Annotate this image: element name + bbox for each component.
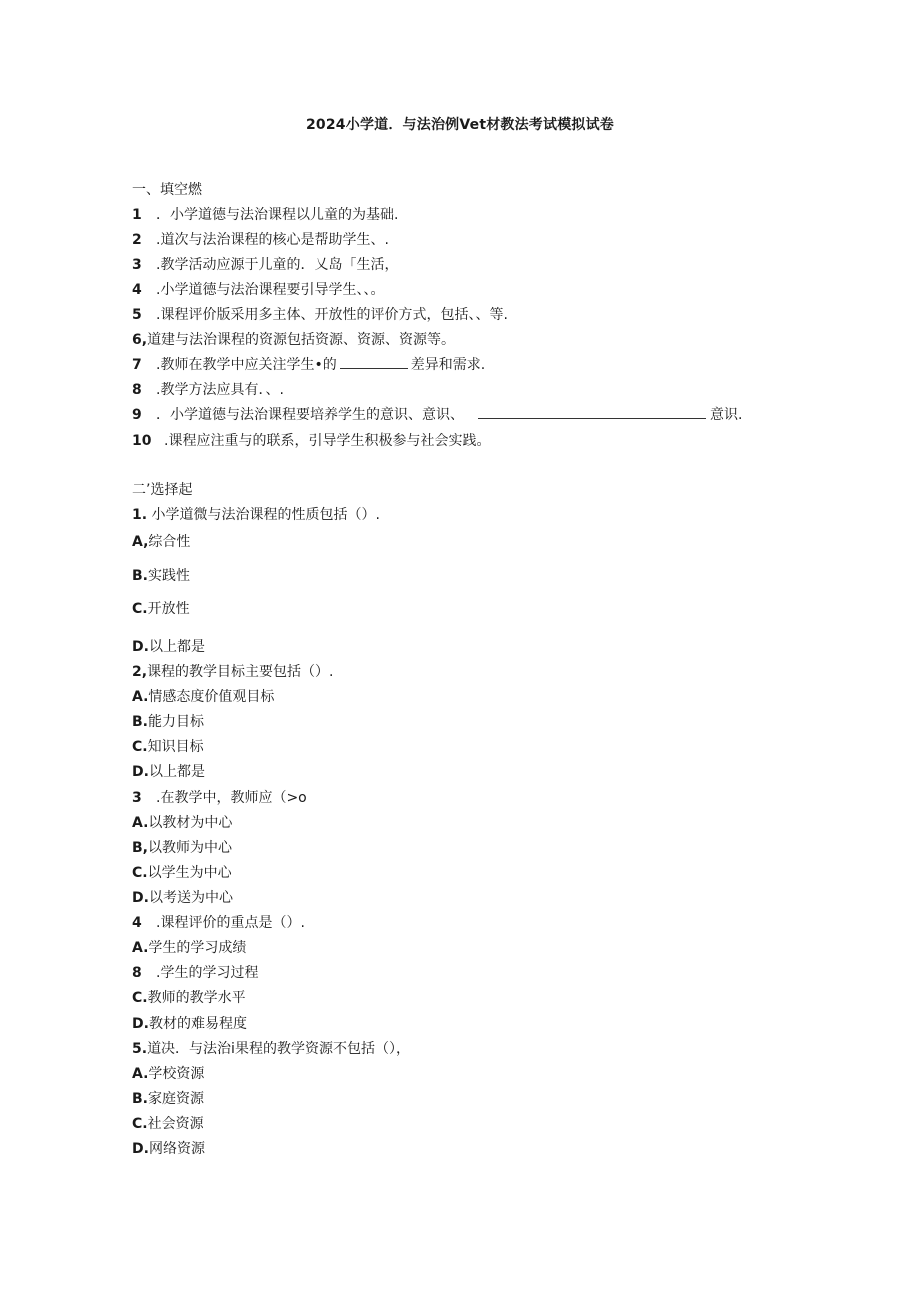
- option-label: C.: [132, 990, 148, 1006]
- option-text: 综合性: [148, 534, 191, 550]
- question-number: 2,: [132, 664, 148, 680]
- question-number: 7: [132, 357, 142, 373]
- question-text: .道次与法治课程的核心是帮助学生、.: [156, 232, 389, 248]
- option-label: C.: [132, 865, 148, 881]
- option-line: [132, 1090, 204, 1108]
- option-label: D.: [132, 764, 149, 780]
- option-text: 以上都是: [148, 764, 205, 780]
- option-text: .学生的学习过程: [156, 965, 259, 981]
- question-number: 5: [132, 307, 142, 323]
- option-text: 情感态度价值观目标: [148, 689, 275, 705]
- option-label: A,: [132, 534, 149, 550]
- question-text-after: 意识.: [710, 407, 743, 423]
- option-label: A.: [132, 940, 149, 956]
- question-number: 9: [132, 407, 142, 423]
- option-label: B.: [132, 714, 148, 730]
- question-number: 5.: [132, 1041, 148, 1057]
- question-number: 4: [132, 915, 142, 931]
- option-label: A.: [132, 815, 149, 831]
- question-line: [132, 789, 307, 807]
- option-line: [132, 688, 274, 706]
- option-label: A.: [132, 1066, 149, 1082]
- option-line: [132, 738, 204, 756]
- option-label: B.: [132, 1091, 148, 1107]
- option-text: 家庭资源: [148, 1091, 204, 1107]
- option-line: [132, 1140, 205, 1158]
- question-line: [132, 406, 742, 424]
- option-line: [132, 567, 190, 585]
- option-text: 知识目标: [147, 739, 204, 755]
- option-label: D.: [132, 890, 149, 906]
- option-label: D.: [132, 639, 149, 655]
- question-line: [132, 663, 334, 681]
- option-label: D.: [132, 1141, 149, 1157]
- section-heading-choice: 二’选择起: [132, 482, 193, 498]
- question-number: 6,: [132, 332, 148, 348]
- option-line: [132, 889, 233, 907]
- question-line: [132, 206, 398, 224]
- question-line: [132, 231, 389, 249]
- option-line: [132, 600, 190, 618]
- document-title: 2024小学道．与法治例Vet材教法考试模拟试卷: [305, 117, 615, 133]
- question-number: 8: [132, 382, 142, 398]
- option-text: 学校资源: [148, 1066, 205, 1082]
- question-line: [132, 914, 305, 932]
- option-label: B,: [132, 840, 148, 856]
- question-line: [132, 331, 455, 349]
- question-number: 1.: [132, 507, 148, 523]
- option-label: D.: [132, 1016, 149, 1032]
- question-number: 10: [132, 433, 152, 449]
- option-text: 能力目标: [148, 714, 204, 730]
- question-text: 课程的教学目标主要包括（）.: [147, 664, 334, 680]
- option-label: C.: [132, 601, 148, 617]
- option-text: 以学生为中心: [147, 865, 232, 881]
- option-text: 网络资源: [148, 1141, 205, 1157]
- answer-blank: [340, 356, 408, 369]
- option-line: [132, 964, 258, 982]
- question-text-after: 差异和需求.: [410, 357, 486, 373]
- option-label: 8: [132, 965, 142, 981]
- option-line: [132, 839, 232, 857]
- question-line: [132, 356, 485, 374]
- question-text: ．小学道德与法治课程以儿童的为基础.: [156, 207, 399, 223]
- question-line: [132, 432, 490, 450]
- question-number: 3: [132, 257, 142, 273]
- question-text: .教学方法应具有．、.: [156, 382, 284, 398]
- option-text: 开放性: [147, 601, 190, 617]
- question-text: .课程评价版采用多主体、开放性的评价方式，包括、、等.: [156, 307, 508, 323]
- option-line: [132, 939, 246, 957]
- option-line: [132, 763, 205, 781]
- option-line: [132, 713, 204, 731]
- question-text: .课程评价的重点是（）.: [156, 915, 305, 931]
- question-text-before: ．小学道德与法治课程要培养学生的意识、意识、: [156, 407, 464, 423]
- option-line: [132, 533, 190, 551]
- option-label: A.: [132, 689, 149, 705]
- option-line: [132, 1015, 247, 1033]
- option-line: [132, 989, 246, 1007]
- question-line: [132, 281, 384, 299]
- question-line: [132, 381, 284, 399]
- option-label: C.: [132, 1116, 148, 1132]
- question-text: .在教学中，教师应（>o: [156, 790, 307, 806]
- option-text: 以考送为中心: [148, 890, 233, 906]
- option-text: 以教师为中心: [148, 840, 232, 856]
- option-text: 社会资源: [147, 1116, 204, 1132]
- question-text: 小学道微与法治课程的性质包括（）.: [151, 507, 380, 523]
- question-number: 2: [132, 232, 142, 248]
- option-line: [132, 638, 205, 656]
- question-text: .课程应注重与的联系，引导学生积极参与社会实践。: [164, 433, 491, 449]
- question-text: 道决．与法治i果程的教学资源不包括（），: [147, 1041, 410, 1057]
- option-text: 实践性: [148, 568, 190, 584]
- answer-blank: [478, 406, 706, 419]
- question-line: [132, 506, 380, 524]
- option-line: [132, 864, 232, 882]
- option-text: 教材的难易程度: [148, 1016, 247, 1032]
- question-text: 道建与法治课程的资源包括资源、资源、资源等。: [147, 332, 456, 348]
- option-line: [132, 814, 232, 832]
- option-text: 教师的教学水平: [147, 990, 246, 1006]
- question-text-before: .教师在教学中应关注学生•的: [156, 357, 337, 373]
- option-label: C.: [132, 739, 148, 755]
- question-line: [132, 1040, 410, 1058]
- question-number: 1: [132, 207, 142, 223]
- option-line: [132, 1065, 204, 1083]
- option-text: 学生的学习成绩: [148, 940, 247, 956]
- section-heading-fill-blank: 一、填空燃: [132, 182, 202, 198]
- question-text: .小学道德与法治课程要引导学生、、。: [156, 282, 385, 298]
- question-number: 4: [132, 282, 142, 298]
- question-line: [132, 256, 398, 274]
- question-line: [132, 306, 508, 324]
- option-label: B.: [132, 568, 148, 584]
- question-text: .教学活动应源于儿童的．乂岛「生活，: [156, 257, 399, 273]
- option-line: [132, 1115, 204, 1133]
- question-number: 3: [132, 790, 142, 806]
- option-text: 以教材为中心: [148, 815, 233, 831]
- option-text: 以上都是: [148, 639, 205, 655]
